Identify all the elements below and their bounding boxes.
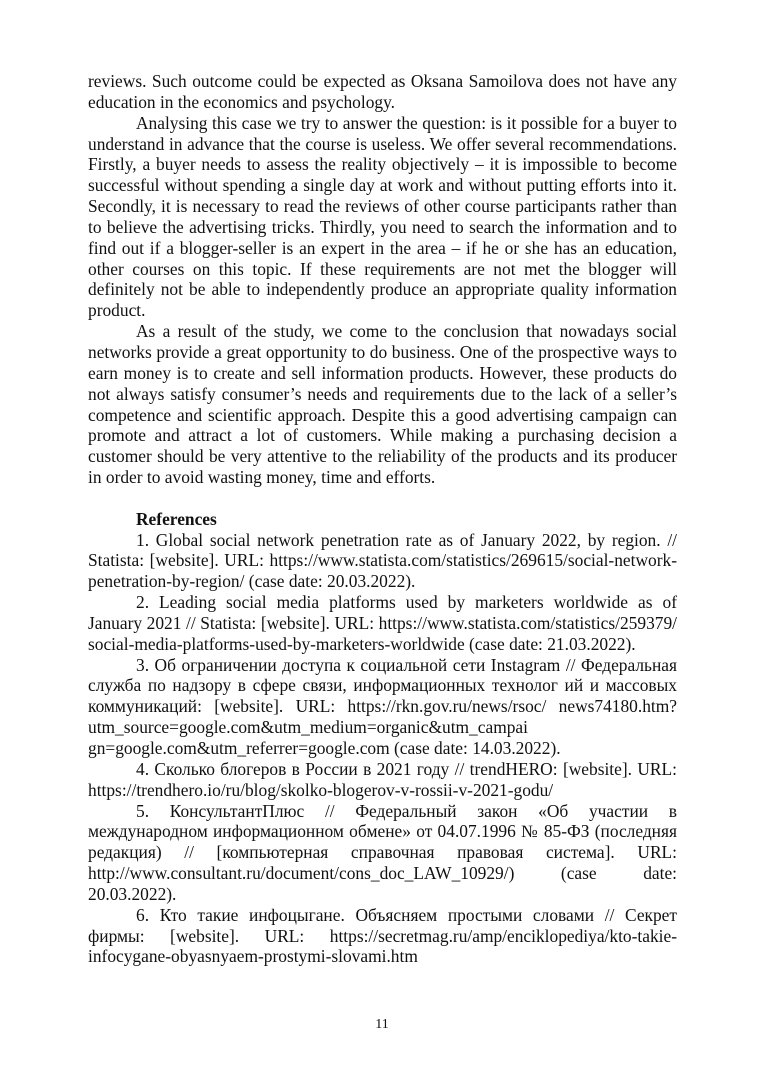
reference-item: 6. Кто такие инфоцыгане. Объясняем простыми словами // Секрет фирмы: [website]. URL: https://secretmag.ru/amp/enciklopediya/kto-takie-infocygane-obyasnyaem-prostymi-slovami.htm (88, 904, 677, 967)
references-heading: References (136, 508, 217, 529)
body-paragraph: As a result of the study, we come to the conclusion that nowadays social networks provide a great opportunity to do business. One of the prospective ways to earn money is to create and sell information products. However, these products do not always satisfy consumer’s needs and requirements due to the lack of a seller’s competence and scientific approach. Despite this a good advertising campaign can promote and attract a lot of customers. While making a purchasing decision a customer should be very attentive to the reliability of the products and its producer in order to avoid wasting money, time and efforts. (88, 321, 677, 488)
body-paragraph: reviews. Such outcome could be expected as Oksana Samoilova does not have any education in the economics and psychology. (88, 71, 677, 112)
reference-item: 2. Leading social media platforms used by marketers worldwide as of January 2021 // Statista: [website]. URL: https://www.statista.com/statistics/259379/ social-media-platforms-used-by-marketers-worldwide (case date: 21.03.2022). (88, 592, 677, 654)
body-paragraph: Analysing this case we try to answer the question: is it possible for a buyer to understand in advance that the course is useless. We offer several recommendations. Firstly, a buyer needs to assess the reality objectively – it is impossible to become successful without spending a single day at work and without putting efforts into it. Secondly, it is necessary to read the reviews of other course participants rather than to believe the advertising tricks. Thirdly, you need to search the information and to find out if a blogger-seller is an expert in the area – if he or she has an education, other courses on this topic. If these requirements are not met the blogger will definitely not be able to independently produce an appropriate quality information product. (88, 112, 677, 321)
reference-item: 3. Об ограничении доступа к социальной сети Instagram // Федеральная служба по надзору в сфере связи, информационных технолог ий и массовых коммуникаций: [website]. URL: https://rkn.gov.ru/news/rsoc/ news74180.htm?utm_source=google.com&utm_medium=organic&utm_campai gn=google.com&utm_referrer=google.com (case date: 14.03.2022). (88, 654, 677, 758)
document-page (88, 71, 677, 967)
page-number: 11 (375, 1017, 389, 1032)
reference-item: 5. КонсультантПлюс // Федеральный закон «Об участии в международном информационном обмене» от 04.07.1996 № 85-ФЗ (последняя редакция) // [компьютерная справочная правовая система]. URL: http://www.consultant.ru/document/cons_doc_LAW_10929/) (case date: 20.03.2022). (88, 800, 677, 904)
reference-item: 1. Global social network penetration rate as of January 2022, by region. // Statista: [website]. URL: https://www.statista.com/statistics/269615/social-network-penetration-by-region/ (case date: 20.03.2022). (88, 529, 677, 592)
reference-item: 4. Сколько блогеров в России в 2021 году // trendHERO: [website]. URL: https://trendhero.io/ru/blog/skolko-blogerov-v-rossii-v-2021-godu/ (88, 758, 677, 800)
